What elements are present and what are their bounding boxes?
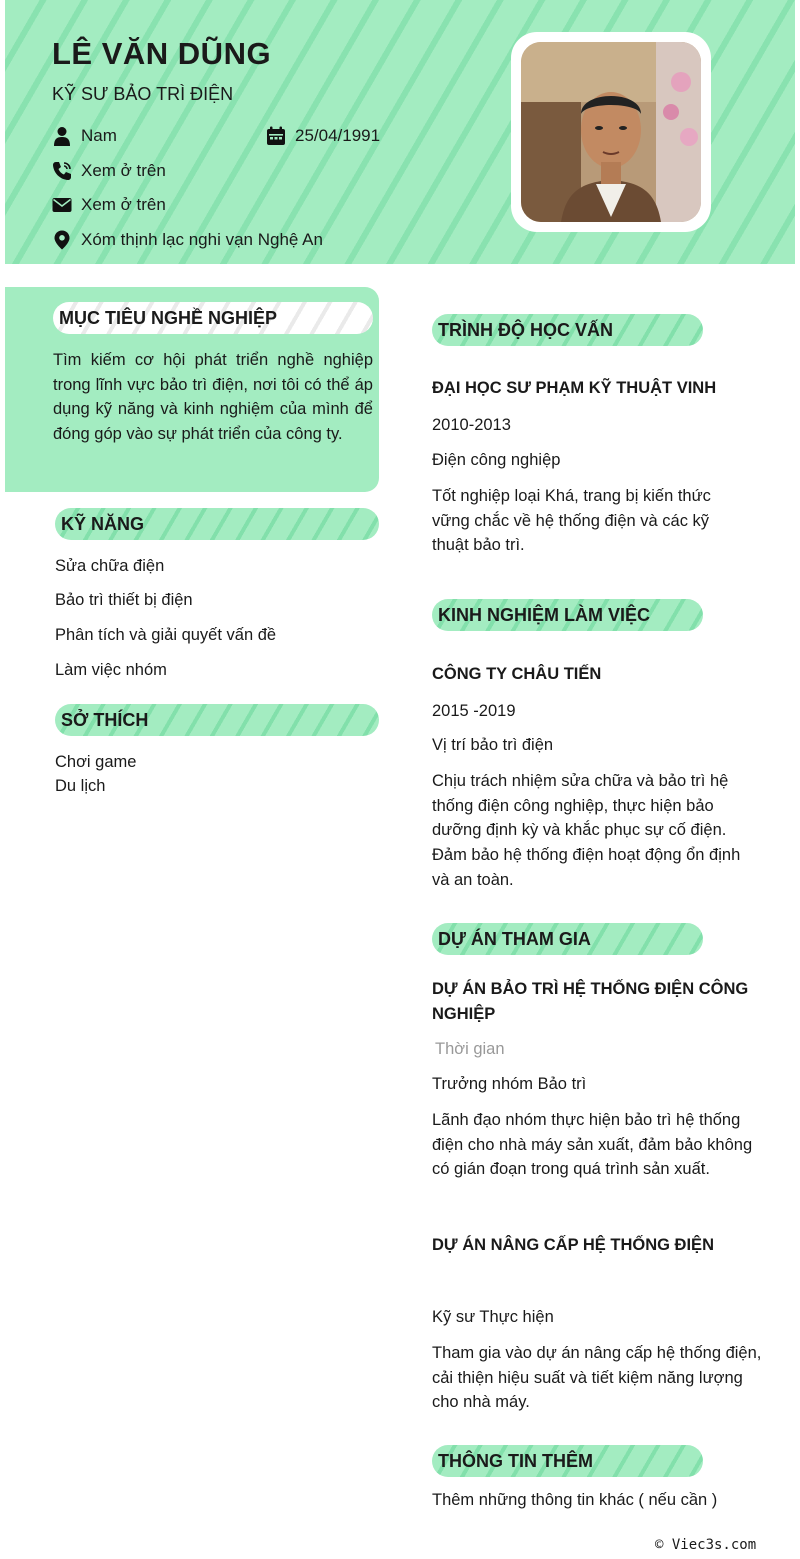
project-time: Thời gian (435, 1040, 505, 1058)
hobby-item: Chơi game (55, 753, 137, 771)
profile-photo (521, 42, 701, 222)
gender-value: Nam (81, 126, 117, 145)
objective-heading: MỤC TIÊU NGHỀ NGHIỆP (53, 302, 373, 334)
project-name: DỰ ÁN BẢO TRÌ HỆ THỐNG ĐIỆN CÔNG NGHIỆP (432, 980, 749, 1023)
candidate-name: LÊ VĂN DŨNG (52, 36, 272, 71)
skill-item: Sửa chữa điện (55, 557, 165, 575)
education-description: Tốt nghiệp loại Khá, trang bị kiến thức vững chắc về hệ thống điện và các kỹ thuật bảo trì. (432, 487, 711, 555)
phone-row (52, 161, 166, 181)
address-value: Xóm thịnh lạc nghi vạn Nghệ An (81, 230, 323, 249)
experience-description: Chịu trách nhiệm sửa chữa và bảo trì hệ thống điện công nghiệp, thực hiện bảo dưỡng định kỳ và khắc phục sự cố điện. Đảm bảo hệ thống điện hoạt động ổn định và an toàn. (432, 772, 741, 889)
profile-photo-frame (511, 32, 711, 232)
education-major: Điện công nghiệp (432, 451, 561, 469)
address-row (52, 230, 323, 250)
project-description: Tham gia vào dự án nâng cấp hệ thống điện, cải thiện hiệu suất và tiết kiệm năng lượng cho nhà máy. (432, 1344, 762, 1412)
birthdate-value: 25/04/1991 (295, 126, 381, 145)
skill-item: Làm việc nhóm (55, 661, 167, 679)
education-years: 2010-2013 (432, 416, 511, 434)
skill-item: Bảo trì thiết bị điện (55, 591, 193, 609)
copyright-footer: © Viec3s.com (655, 1537, 757, 1553)
experience-years: 2015 -2019 (432, 702, 516, 720)
experience-company: CÔNG TY CHÂU TIẾN (432, 665, 602, 683)
email-row (52, 195, 166, 215)
email-value: Xem ở trên (81, 195, 166, 214)
project-description: Lãnh đạo nhóm thực hiện bảo trì hệ thống điện cho nhà máy sản xuất, đảm bảo không có gián đoạn trong quá trình sản xuất. (432, 1111, 753, 1179)
education-heading: TRÌNH ĐỘ HỌC VẤN (432, 314, 703, 346)
phone-value: Xem ở trên (81, 161, 166, 180)
objective-text: Tìm kiếm cơ hội phát triển nghề nghiệp trong lĩnh vực bảo trì điện, nơi tôi có thể áp dụng kỹ năng và kinh nghiệm của mình để đóng góp vào sự phát triển của công ty. (53, 351, 373, 444)
envelope-icon (52, 195, 72, 215)
project-role: Trưởng nhóm Bảo trì (432, 1075, 587, 1093)
candidate-title: KỸ SƯ BẢO TRÌ ĐIỆN (52, 84, 234, 104)
education-school: ĐẠI HỌC SƯ PHẠM KỸ THUẬT VINH (432, 379, 717, 397)
experience-heading: KINH NGHIỆM LÀM VIỆC (432, 599, 703, 631)
avatar (521, 42, 701, 222)
additional-text: Thêm những thông tin khác ( nếu cần ) (432, 1491, 718, 1509)
skills-heading: KỸ NĂNG (55, 508, 379, 540)
project-name: DỰ ÁN NÂNG CẤP HỆ THỐNG ĐIỆN (432, 1236, 714, 1254)
hobbies-heading: SỞ THÍCH (55, 704, 379, 736)
birthdate-row (266, 126, 380, 146)
projects-heading: DỰ ÁN THAM GIA (432, 923, 703, 955)
map-pin-icon (52, 230, 72, 250)
phone-icon (52, 161, 72, 181)
gender-row (52, 126, 117, 146)
person-icon (52, 126, 72, 146)
skill-item: Phân tích và giải quyết vấn đề (55, 626, 277, 644)
hobby-item: Du lịch (55, 777, 106, 795)
calendar-icon (266, 126, 286, 146)
additional-heading: THÔNG TIN THÊM (432, 1445, 703, 1477)
experience-position: Vị trí bảo trì điện (432, 736, 554, 754)
project-role: Kỹ sư Thực hiện (432, 1308, 554, 1326)
